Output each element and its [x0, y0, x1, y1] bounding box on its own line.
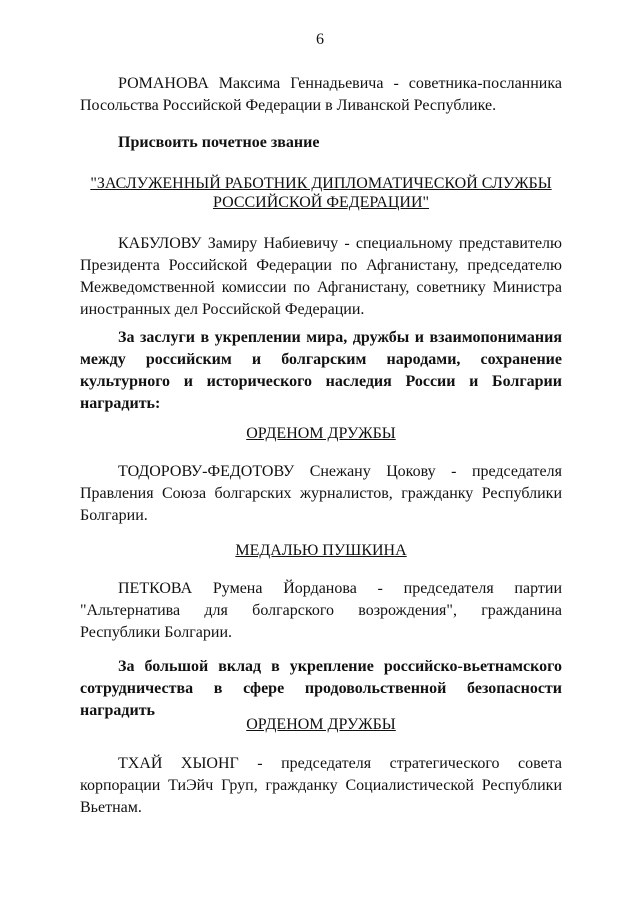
paragraph-bulgaria-merit: За заслуги в укреплении мира, дружбы и взаимопонимания между российским и болгарским народами, сохранение культурного и исторического наследия России и Болгарии наградить:	[80, 329, 562, 412]
award-order-friendship-1: ОРДЕНОМ ДРУЖБЫ	[246, 425, 396, 442]
paragraph-kabulov: КАБУЛОВУ Замиру Набиевичу - специальному представителю Президента Российской Федерации по Афганистану, председателю Межведомственной комиссии по Афганистану, советнику Министра иностранных дел Российской Федерации.	[80, 235, 562, 318]
paragraph-thai-huong: ТХАЙ ХЫОНГ - председателя стратегического совета корпорации ТиЭйч Груп, гражданку Социалистической Республики Вьетнам.	[80, 755, 562, 816]
award-pushkin-medal: МЕДАЛЬЮ ПУШКИНА	[235, 542, 407, 559]
paragraph-todorova: ТОДОРОВУ-ФЕДОТОВУ Снежану Цокову - председателя Правления Союза болгарских журналистов, гражданку Республики Болгарии.	[80, 463, 562, 524]
paragraph-assign-title: Присвоить почетное звание	[118, 134, 320, 151]
honorary-title-line-1: "ЗАСЛУЖЕННЫЙ РАБОТНИК ДИПЛОМАТИЧЕСКОЙ СЛУЖБЫ	[90, 175, 552, 192]
paragraph-vietnam-merit: За большой вклад в укрепление российско-вьетнамского сотрудничества в сфере продовольственной безопасности наградить	[80, 658, 562, 719]
award-order-friendship-2: ОРДЕНОМ ДРУЖБЫ	[246, 716, 396, 733]
page-number: 6	[316, 31, 324, 48]
paragraph-romanov: РОМАНОВА Максима Геннадьевича - советника-посланника Посольства Российской Федерации в Ливанской Республике.	[80, 75, 562, 114]
paragraph-petkov: ПЕТКОВА Румена Йорданова - председателя партии "Альтернатива для болгарского возрождения", гражданина Республики Болгарии.	[80, 580, 562, 641]
honorary-title-line-2: РОССИЙСКОЙ ФЕДЕРАЦИИ"	[212, 194, 430, 211]
